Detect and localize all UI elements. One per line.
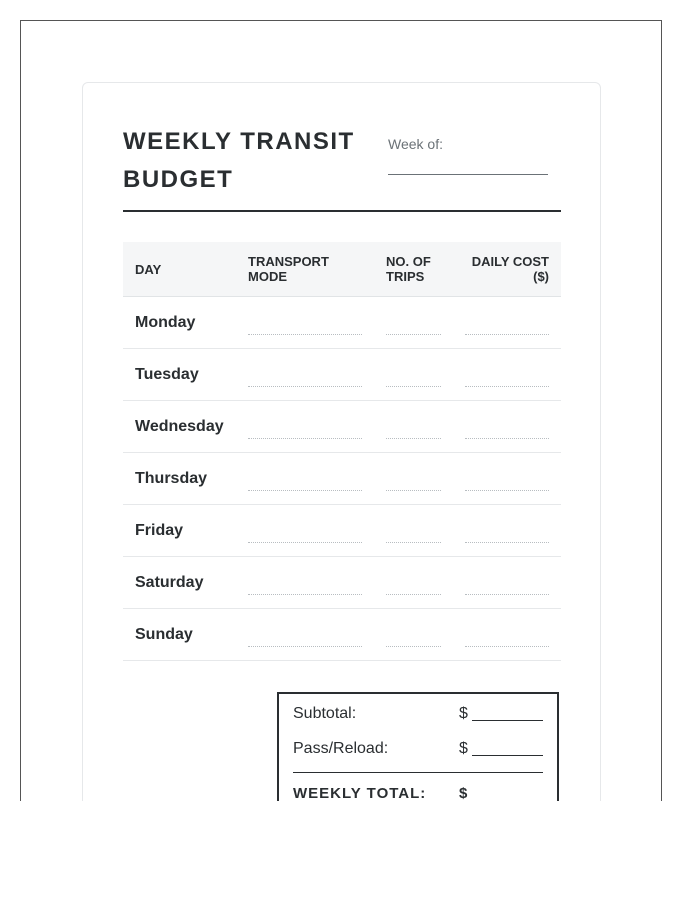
daily-cost-field[interactable] — [465, 426, 549, 439]
week-of-block — [388, 136, 550, 175]
weekly-total-row — [293, 773, 543, 801]
transport-mode-field[interactable] — [248, 634, 362, 647]
trips-field[interactable] — [386, 322, 441, 335]
subtotal-row — [293, 694, 543, 729]
pass-reload-currency: $ — [459, 740, 468, 757]
table-row — [123, 453, 561, 505]
day-cell: Saturday — [123, 557, 236, 609]
daily-cost-field[interactable] — [465, 322, 549, 335]
daily-cost-field[interactable] — [465, 374, 549, 387]
col-header-day: DAY — [123, 242, 236, 297]
subtotal-field[interactable] — [472, 720, 543, 721]
transport-mode-field[interactable] — [248, 426, 362, 439]
table-row — [123, 401, 561, 453]
trips-field[interactable] — [386, 478, 441, 491]
trips-field[interactable] — [386, 582, 441, 595]
budget-card — [82, 82, 601, 801]
trips-field[interactable] — [386, 530, 441, 543]
daily-cost-field[interactable] — [465, 582, 549, 595]
table-row — [123, 609, 561, 661]
title-block — [123, 123, 383, 199]
daily-cost-field[interactable] — [465, 478, 549, 491]
page-title-line-1: WEEKLY TRANSIT — [123, 128, 355, 155]
table-row — [123, 297, 561, 349]
day-cell: Friday — [123, 505, 236, 557]
pass-reload-row — [293, 729, 543, 764]
col-header-transport-mode: TRANSPORT MODE — [236, 242, 374, 297]
transport-mode-field[interactable] — [248, 322, 362, 335]
day-cell: Monday — [123, 297, 236, 349]
pass-reload-field[interactable] — [472, 755, 543, 756]
pass-reload-label: Pass/Reload: — [293, 740, 389, 757]
page-title-line-2: BUDGET — [123, 166, 234, 193]
table-row — [123, 557, 561, 609]
transport-mode-field[interactable] — [248, 582, 362, 595]
transport-mode-field[interactable] — [248, 478, 362, 491]
transit-table — [123, 242, 561, 661]
daily-cost-field[interactable] — [465, 634, 549, 647]
transport-mode-field[interactable] — [248, 374, 362, 387]
table-row — [123, 349, 561, 401]
col-header-daily-cost: DAILY COST ($) — [453, 242, 561, 297]
table-row — [123, 505, 561, 557]
week-of-label: Week of: — [388, 136, 443, 152]
day-cell: Sunday — [123, 609, 236, 661]
daily-cost-field[interactable] — [465, 530, 549, 543]
day-cell: Tuesday — [123, 349, 236, 401]
trips-field[interactable] — [386, 374, 441, 387]
title-divider — [123, 210, 561, 212]
trips-field[interactable] — [386, 634, 441, 647]
col-header-trips: NO. OF TRIPS — [374, 242, 453, 297]
week-of-field[interactable] — [388, 174, 548, 175]
table-header-row — [123, 242, 561, 297]
day-cell: Thursday — [123, 453, 236, 505]
weekly-total-currency: $ — [459, 785, 469, 801]
subtotal-currency: $ — [459, 705, 468, 722]
subtotal-label: Subtotal: — [293, 705, 357, 722]
transport-mode-field[interactable] — [248, 530, 362, 543]
trips-field[interactable] — [386, 426, 441, 439]
totals-box — [277, 692, 559, 801]
weekly-total-label: WEEKLY TOTAL: — [293, 785, 427, 801]
page-frame — [20, 20, 662, 801]
day-cell: Wednesday — [123, 401, 236, 453]
